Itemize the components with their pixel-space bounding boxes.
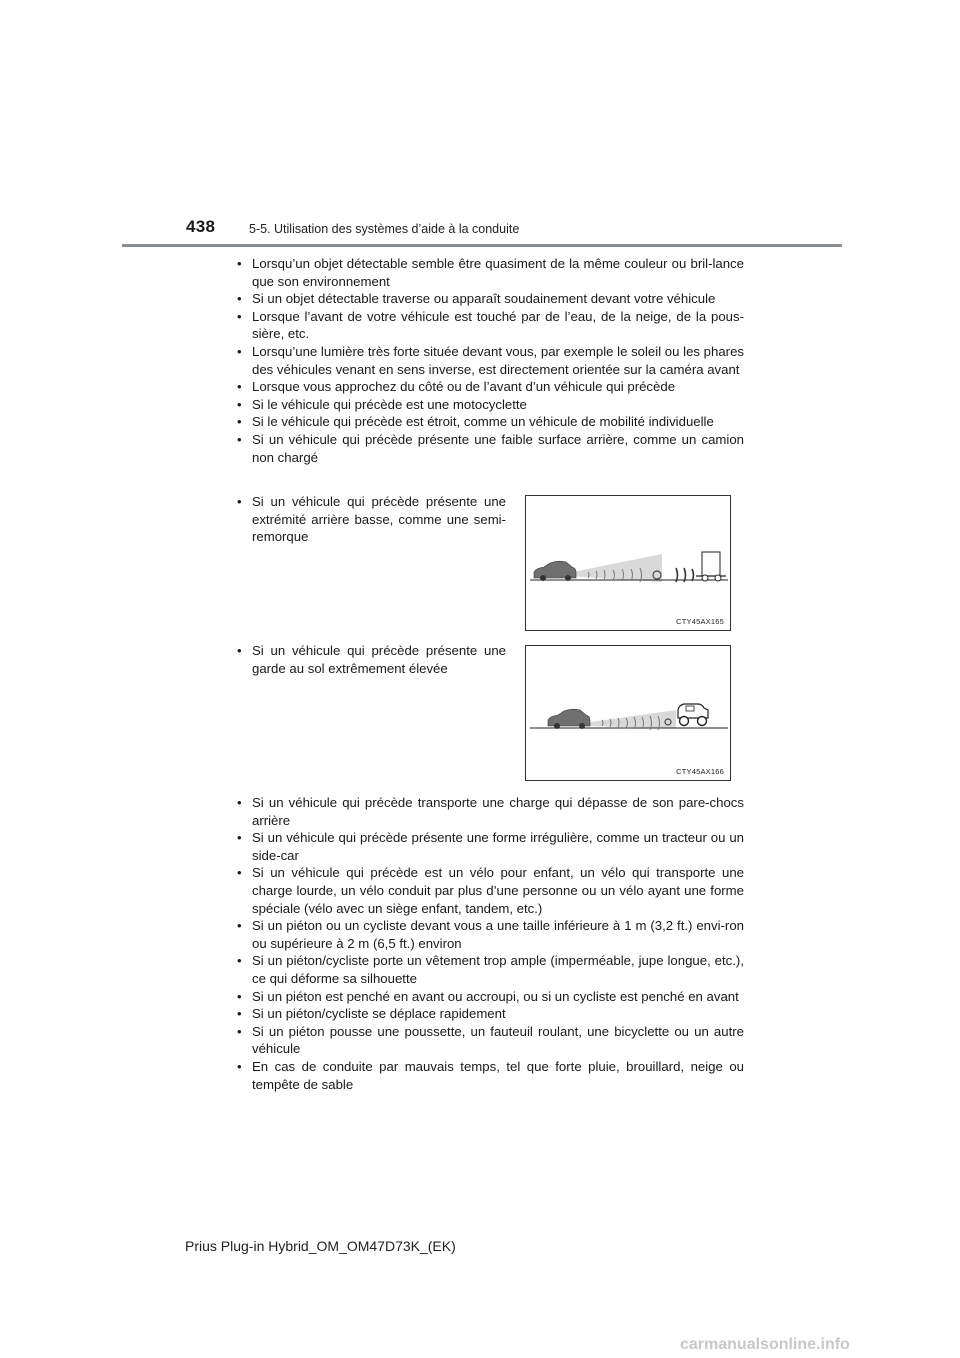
list-item: • En cas de conduite par mauvais temps, tel que forte pluie, brouillard, neige ou tempête de sable (234, 1058, 744, 1093)
figure-code: CTY45AX165 (676, 617, 724, 626)
list-item: • Si un piéton est penché en avant ou accroupi, ou si un cycliste est penché en avant (234, 988, 744, 1006)
header-divider (122, 244, 842, 247)
list-item: • Si un objet détectable traverse ou apparaît soudainement devant votre véhicule (234, 290, 744, 308)
list-item: • Si un piéton/cycliste se déplace rapidement (234, 1005, 744, 1023)
list-item: • Si un véhicule qui précède présente une forme irrégulière, comme un tracteur ou un side-car (234, 829, 744, 864)
bullet-list-figure-2 (234, 642, 506, 677)
footer-document-id: Prius Plug-in Hybrid_OM_OM47D73K_(EK) (185, 1238, 456, 1254)
list-item: • Si un véhicule qui précède est un vélo pour enfant, un vélo qui transporte une charge lourde, un vélo conduit par plus d’une personne ou un vélo ayant une forme spéciale (vélo avec un siège enfant, tandem, etc.) (234, 864, 744, 917)
list-item: • Lorsqu’une lumière très forte située devant vous, par exemple le soleil ou les phares des véhicules venant en sens inverse, est directement orientée sur la caméra avant (234, 343, 744, 378)
list-item: • Si un véhicule qui précède présente une extrémité arrière basse, comme une semi-remorque (234, 493, 506, 546)
list-item: • Lorsque vous approchez du côté ou de l’avant d’un véhicule qui précède (234, 378, 744, 396)
truck-radar-illustration (525, 495, 731, 631)
list-item: • Si un piéton pousse une poussette, un fauteuil roulant, une bicyclette ou un autre véhicule (234, 1023, 744, 1058)
list-item: • Lorsque l’avant de votre véhicule est touché par de l’eau, de la neige, de la pous-sière, etc. (234, 308, 744, 343)
suv-radar-icon (526, 646, 730, 780)
bullet-list-bottom (234, 794, 744, 1093)
list-item: • Si un véhicule qui précède transporte une charge qui dépasse de son pare-chocs arrière (234, 794, 744, 829)
bullet-list-top (234, 255, 744, 466)
figure-code: CTY45AX166 (676, 767, 724, 776)
watermark: carmanualsonline.info (680, 1336, 850, 1353)
list-item: • Si un piéton/cycliste porte un vêtement trop ample (imperméable, jupe longue, etc.), ce qui déforme sa silhouette (234, 952, 744, 987)
page-number: 438 (186, 217, 216, 236)
list-item: • Si le véhicule qui précède est étroit, comme un véhicule de mobilité individuelle (234, 413, 744, 431)
list-item: • Lorsqu’un objet détectable semble être quasiment de la même couleur ou bril-lance que son environnement (234, 255, 744, 290)
list-item: • Si un véhicule qui précède présente une garde au sol extrêmement élevée (234, 642, 506, 677)
suv-radar-illustration (525, 645, 731, 781)
list-item: • Si le véhicule qui précède est une motocyclette (234, 396, 744, 414)
list-item: • Si un véhicule qui précède présente une faible surface arrière, comme un camion non chargé (234, 431, 744, 466)
bullet-list-figure-1 (234, 493, 506, 546)
section-title: 5-5. Utilisation des systèmes d’aide à la conduite (249, 222, 520, 236)
list-item: • Si un piéton ou un cycliste devant vous a une taille inférieure à 1 m (3,2 ft.) envi-ron ou supérieure à 2 m (6,5 ft.) environ (234, 917, 744, 952)
truck-radar-icon (526, 496, 730, 630)
